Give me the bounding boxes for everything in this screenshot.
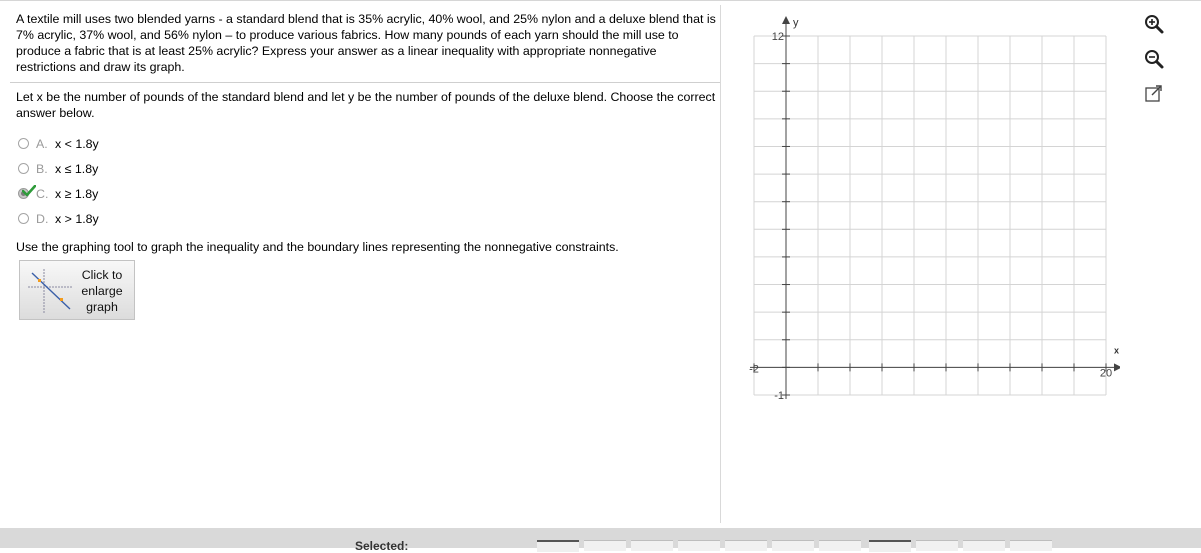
y-min-tick-label: -1: [774, 390, 784, 402]
footer-tile[interactable]: [725, 540, 767, 551]
axis-ticks: [754, 36, 1106, 395]
selected-label: Selected:: [355, 539, 409, 553]
option-d-text: x > 1.8y: [55, 211, 99, 226]
option-c[interactable]: [18, 181, 99, 206]
enlarge-label-line2: enlarge: [81, 284, 123, 298]
x-axis-arrow-icon: [1114, 363, 1120, 371]
answer-options: [18, 131, 99, 231]
option-c-text: x ≥ 1.8y: [55, 186, 99, 201]
enlarge-label-line1: Click to: [81, 268, 123, 282]
option-a-text: x < 1.8y: [55, 136, 99, 151]
correct-check-icon: [22, 185, 36, 197]
option-c-letter: C.: [36, 186, 49, 201]
radio-b[interactable]: [18, 163, 29, 174]
enlarge-graph-button[interactable]: [19, 260, 135, 320]
y-axis-label: y: [793, 17, 799, 29]
footer-tile[interactable]: [631, 540, 673, 551]
enlarge-label-line3: graph: [86, 300, 118, 314]
footer-tile[interactable]: [819, 540, 861, 551]
footer-tile[interactable]: [916, 540, 958, 551]
question-prompt: Let x be the number of pounds of the standard blend and let y be the number of pounds of the deluxe blend. Choose the correct answer below.: [16, 90, 716, 120]
zoom-in-icon[interactable]: [1143, 13, 1165, 35]
radio-a[interactable]: [18, 138, 29, 149]
zoom-out-icon[interactable]: [1143, 48, 1165, 70]
option-b-letter: B.: [36, 161, 48, 176]
footer-tile[interactable]: [963, 540, 1005, 551]
graph-prompt: Use the graphing tool to graph the inequality and the boundary lines representing the nonnegative constraints.: [16, 240, 619, 254]
option-b-text: x ≤ 1.8y: [55, 161, 99, 176]
graph-thumbnail-icon: [26, 267, 74, 315]
footer-bar: [0, 528, 1201, 553]
footer-tile[interactable]: [678, 540, 720, 551]
graph-canvas[interactable]: [740, 12, 1120, 402]
option-d[interactable]: [18, 206, 99, 231]
pane-divider: [720, 5, 721, 523]
footer-tile[interactable]: [1010, 540, 1052, 551]
footer-tile[interactable]: [537, 540, 579, 552]
radio-d[interactable]: [18, 213, 29, 224]
option-a[interactable]: [18, 131, 99, 156]
footer-tile[interactable]: [584, 540, 626, 551]
option-d-letter: D.: [36, 211, 49, 226]
problem-divider: [10, 82, 720, 83]
option-b[interactable]: [18, 156, 99, 181]
option-a-letter: A.: [36, 136, 48, 151]
y-max-tick-label: 12: [771, 31, 784, 43]
footer-tile[interactable]: [772, 540, 814, 551]
x-axis-label: x: [1114, 345, 1120, 356]
y-axis-arrow-icon: [782, 16, 790, 24]
footer-tile[interactable]: [869, 540, 911, 552]
graph-grid: [754, 36, 1106, 395]
problem-text: A textile mill uses two blended yarns - a standard blend that is 35% acrylic, 40% wool, and 25% nylon and a deluxe blend that is 7% acrylic, 37% wool, and 56% nylon – to produce various fabrics. How many pounds of each yarn should the mill use to produce a fabric that is at least 25% acrylic? Express your answer as a linear inequality with appropriate nonnegative restrictions and draw its graph.: [16, 12, 716, 74]
popout-icon[interactable]: [1143, 83, 1165, 105]
x-max-tick-label: 20: [1099, 367, 1113, 380]
x-min-tick-label: -2: [749, 363, 759, 376]
enlarge-graph-label: [76, 267, 128, 315]
